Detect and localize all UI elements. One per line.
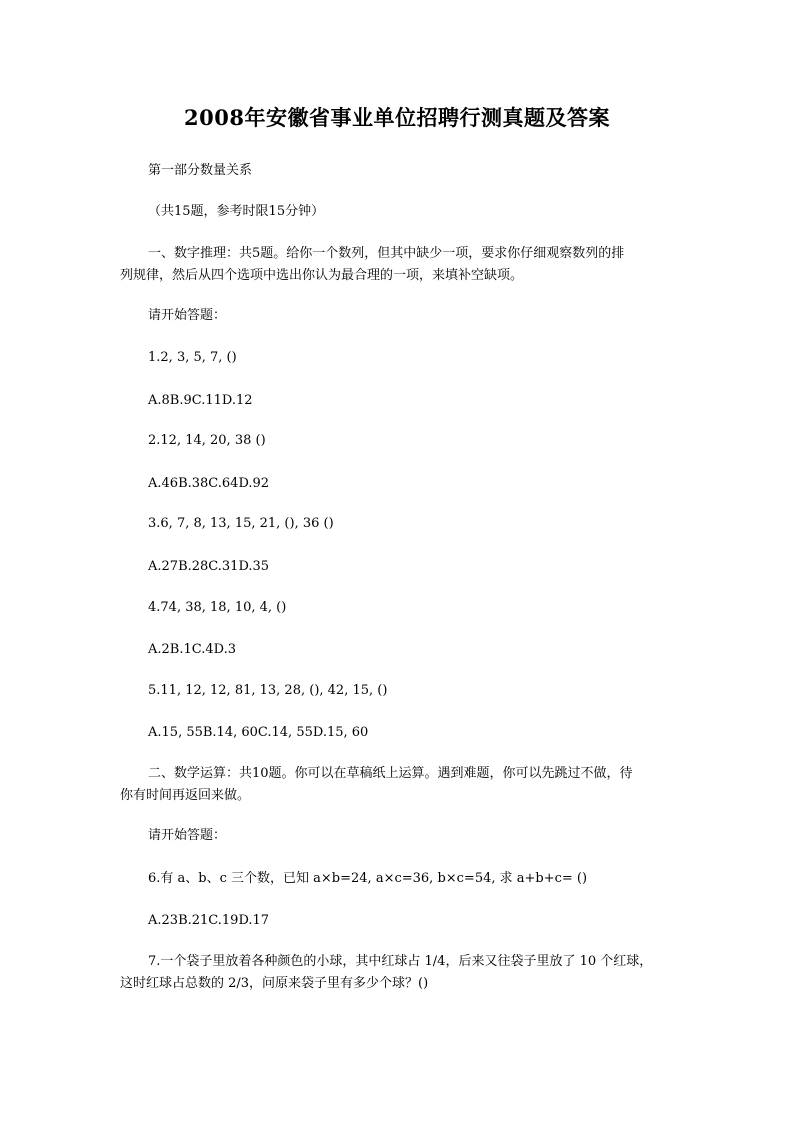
page-title: 2008年安徽省事业单位招聘行测真题及答案 bbox=[184, 105, 610, 130]
question-3: 3.6, 7, 8, 13, 15, 21, (), 36 () bbox=[148, 516, 334, 531]
options-5: A.15, 55B.14, 60C.14, 55D.15, 60 bbox=[148, 725, 369, 740]
options-3: A.27B.28C.31D.35 bbox=[148, 559, 270, 574]
options-2: A.46B.38C.64D.92 bbox=[148, 476, 270, 491]
question-4: 4.74, 38, 18, 10, 4, () bbox=[148, 600, 287, 615]
time-note: （共15题，参考时限15分钟） bbox=[148, 204, 325, 219]
question-7-line-1: 7.一个袋子里放着各种颜色的小球，其中红球占 1/4，后来又往袋子里放了 10 个红球， bbox=[148, 954, 653, 969]
question-1: 1.2, 3, 5, 7, () bbox=[148, 350, 237, 365]
section2-line-1: 二、数学运算：共10题。你可以在草稿纸上运算。遇到难题，你可以先跳过不做，待 bbox=[148, 766, 633, 781]
question-5: 5.11, 12, 12, 81, 13, 28, (), 42, 15, () bbox=[148, 683, 388, 698]
section1-instructions bbox=[120, 243, 680, 287]
options-1: A.8B.9C.11D.12 bbox=[148, 393, 253, 408]
start-prompt-2: 请开始答题： bbox=[148, 828, 227, 843]
question-2: 2.12, 14, 20, 38 () bbox=[148, 433, 266, 448]
section2-instructions bbox=[120, 763, 680, 807]
section2-line-2: 你有时间再返回来做。 bbox=[120, 788, 251, 803]
options-4: A.2B.1C.4D.3 bbox=[148, 642, 236, 657]
question-7 bbox=[120, 951, 680, 995]
section1-line-1: 一、数字推理：共5题。给你一个数列，但其中缺少一项，要求你仔细观察数列的排 bbox=[148, 246, 625, 261]
options-6: A.23B.21C.19D.17 bbox=[148, 913, 270, 928]
start-prompt-1: 请开始答题： bbox=[148, 308, 227, 323]
part-heading: 第一部分数量关系 bbox=[148, 163, 253, 178]
question-7-line-2: 这时红球占总数的 2/3，问原来袋子里有多少个球？() bbox=[120, 976, 429, 991]
question-6: 6.有 a、b、c 三个数，已知 a×b=24, a×c=36, b×c=54, 求 a+b+c= () bbox=[148, 871, 588, 886]
section1-line-2: 列规律，然后从四个选项中选出你认为最合理的一项，来填补空缺项。 bbox=[120, 268, 524, 283]
